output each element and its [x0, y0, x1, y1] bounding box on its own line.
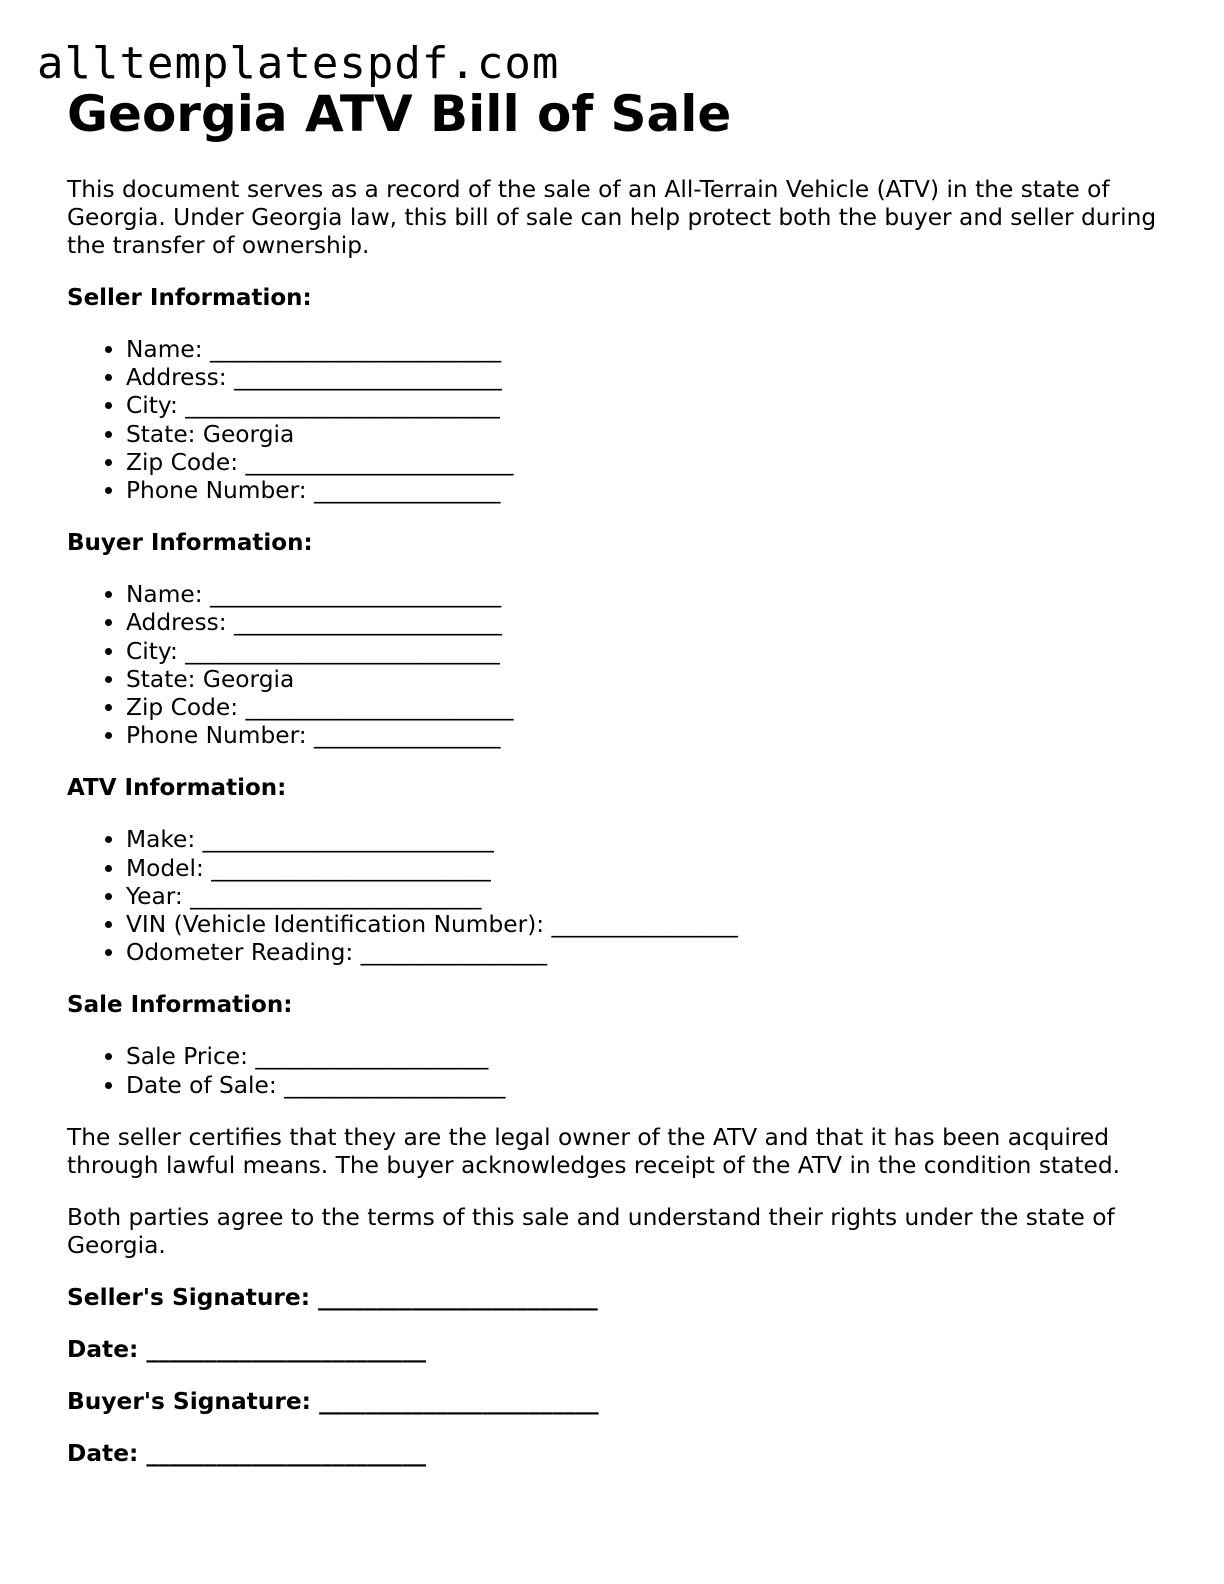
seller-zip-field: • Zip Code: _______________________: [126, 449, 1167, 477]
buyer-date-line: Date: ________________________: [67, 1439, 426, 1467]
seller-state-field: • State: Georgia: [126, 421, 1167, 449]
atv-heading: ATV Information:: [67, 775, 287, 802]
sale-field-list: [67, 1043, 1167, 1099]
certification-paragraph: The seller certifies that they are the legal owner of the ATV and that it has been acquired through lawful means. The buyer acknowledges receipt of the ATV in the condition stated.: [67, 1123, 1121, 1179]
buyer-zip-field: • Zip Code: _______________________: [126, 694, 1167, 722]
seller-date-line: Date: ________________________: [67, 1335, 426, 1363]
atv-model-field: • Model: ________________________: [126, 855, 1167, 883]
agreement-paragraph: Both parties agree to the terms of this sale and understand their rights under the state of Georgia.: [67, 1203, 1115, 1259]
atv-vin-field: • VIN (Vehicle Identification Number): ________________: [126, 911, 1167, 939]
sale-heading: Sale Information:: [67, 992, 293, 1019]
seller-signature-line: Seller's Signature: ________________________: [67, 1283, 598, 1311]
buyer-address-field: • Address: _______________________: [126, 609, 1167, 637]
buyer-signature-line: Buyer's Signature: ________________________: [67, 1387, 599, 1415]
intro-paragraph: This document serves as a record of the sale of an All-Terrain Vehicle (ATV) in the state of Georgia. Under Georgia law, this bill of sale can help protect both the buyer and seller during the transfer of ownership.: [67, 176, 1157, 259]
atv-make-field: • Make: _________________________: [126, 826, 1167, 854]
document-body: [67, 86, 1167, 1468]
seller-city-field: • City: ___________________________: [126, 392, 1167, 420]
buyer-city-field: • City: ___________________________: [126, 638, 1167, 666]
seller-field-list: [67, 336, 1167, 505]
buyer-phone-field: • Phone Number: ________________: [126, 722, 1167, 750]
atv-odometer-field: • Odometer Reading: ________________: [126, 939, 1167, 967]
seller-address-field: • Address: _______________________: [126, 364, 1167, 392]
atv-year-field: • Year: _________________________: [126, 883, 1167, 911]
buyer-name-field: • Name: _________________________: [126, 581, 1167, 609]
buyer-state-field: • State: Georgia: [126, 666, 1167, 694]
document-title: Georgia ATV Bill of Sale: [67, 85, 732, 143]
seller-name-field: • Name: _________________________: [126, 336, 1167, 364]
seller-heading: Seller Information:: [67, 285, 312, 311]
sale-price-field: • Sale Price: ____________________: [126, 1043, 1167, 1071]
site-watermark: alltemplatespdf.com: [37, 38, 560, 89]
sale-date-field: • Date of Sale: ___________________: [126, 1072, 1167, 1100]
buyer-heading: Buyer Information:: [67, 530, 313, 557]
seller-phone-field: • Phone Number: ________________: [126, 477, 1167, 505]
buyer-field-list: [67, 581, 1167, 750]
atv-field-list: [67, 826, 1167, 967]
